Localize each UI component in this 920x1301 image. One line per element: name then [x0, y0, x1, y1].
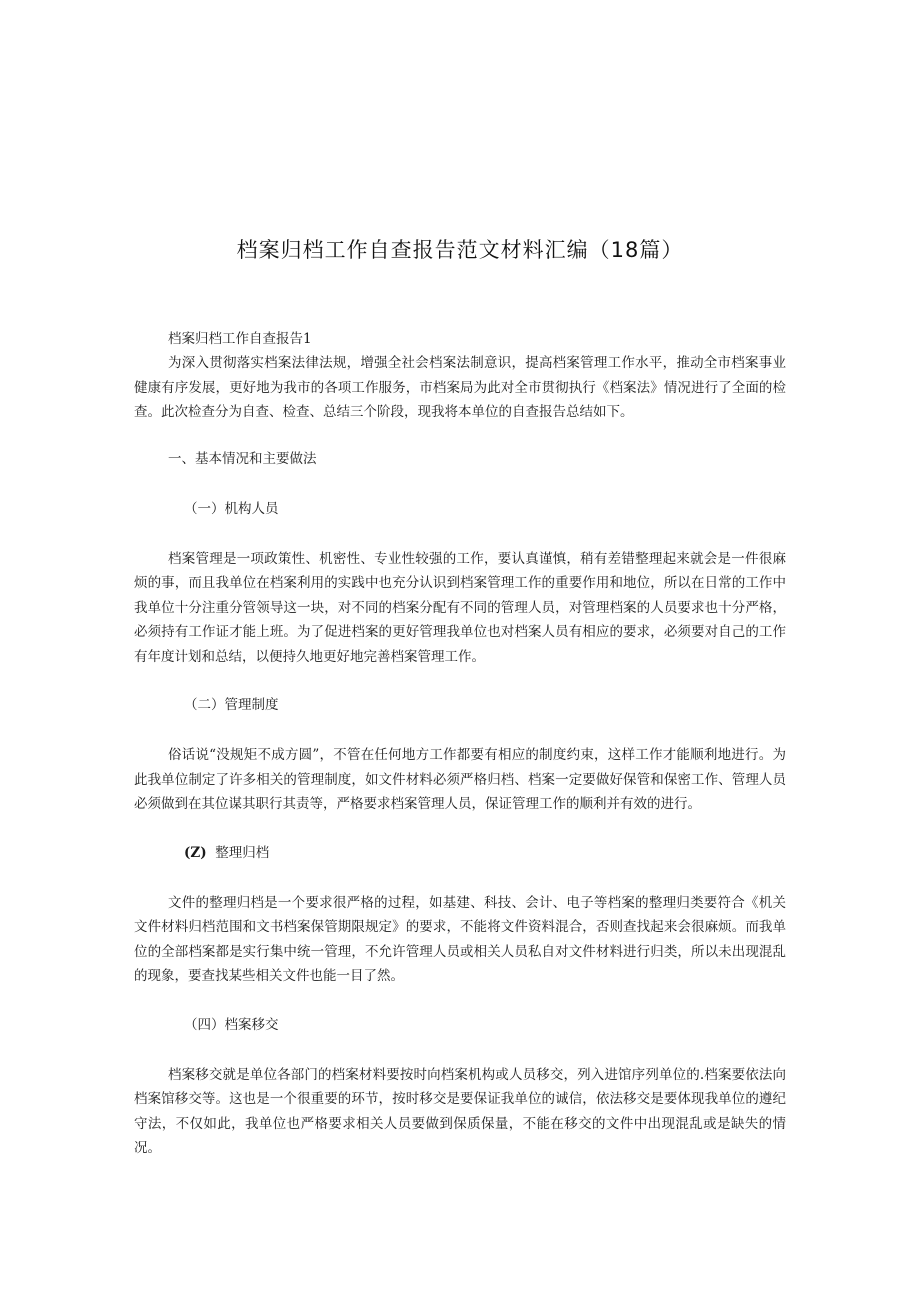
document-title: 档案归档工作自查报告范文材料汇编（18篇）	[236, 238, 684, 262]
subsection-heading-organization: （一）机构人员	[184, 500, 279, 517]
section-heading-basic-situation: 一、基本情况和主要做法	[168, 450, 317, 467]
subsection-heading-filing	[134, 841, 786, 865]
subsection-heading-filing-label: 整理归档	[215, 844, 270, 861]
transfer-paragraph: 档案移交就是单位各部门的档案材料要按时向档案机构或人员移交，列入进馆序列单位的.档案要依法向档案馆移交等。这也是一个很重要的环节，按时移交是要保证我单位的诚信，依法移交是要体现我单位的遵纪守法，不仅如此，我单位也严格要求相关人员要做到保质保量，不能在移交的文件中出现混乱或是缺失的情况。	[134, 1066, 786, 1156]
management-system-paragraph: 俗话说“没规矩不成方圆”，不管在任何地方工作都要有相应的制度约束，这样工作才能顺利地进行。为此我单位制定了许多相关的管理制度，如文件材料必须严格归档、档案一定要做好保管和保密工作、管理人员必须做到在其位谋其职行其责等，严格要求档案管理人员，保证管理工作的顺利并有效的进行。	[134, 747, 786, 812]
subsection-heading-management-system: （二）管理制度	[184, 697, 279, 713]
subsection-heading-transfer: （四）档案移交	[184, 1016, 279, 1033]
organization-paragraph: 档案管理是一项政策性、机密性、专业性较强的工作，要认真谨慎，稍有差错整理起来就会是一件很麻烦的事，而且我单位在档案利用的实践中也充分认识到档案管理工作的重要作用和地位，所以在日常的工作中我单位十分注重分管领导这一块，对不同的档案分配有不同的管理人员，对管理档案的人员要求也十分严格，必须持有工作证才能上班。为了促进档案的更好管理我单位也对档案人员有相应的要求，必须要对自己的工作有年度计划和总结，以便持久地更好地完善档案管理工作。	[134, 550, 786, 665]
document-body	[134, 327, 786, 1161]
report-title: 档案归档工作自查报告1	[168, 331, 312, 347]
subsection-number: (Z)	[184, 844, 207, 861]
intro-paragraph: 为深入贯彻落实档案法律法规，增强全社会档案法制意识，提高档案管理工作水平，推动全市档案事业健康有序发展，更好地为我市的各项工作服务，市档案局为此对全市贯彻执行《档案法》情况进行了全面的检查。此次检查分为自查、检查、总结三个阶段，现我将本单位的自查报告总结如下。	[134, 355, 786, 420]
filing-paragraph: 文件的整理归档是一个要求很严格的过程，如基建、科技、会计、电子等档案的整理归类要符合《机关文件材料归档范围和文书档案保管期限规定》的要求，不能将文件资料混合，否则查找起来会很麻烦。而我单位的全部档案都是实行集中统一管理，不允许管理人员或相关人员私自对文件材料进行归类，所以未出现混乱的现象，要查找某些相关文件也能一目了然。	[134, 894, 786, 984]
